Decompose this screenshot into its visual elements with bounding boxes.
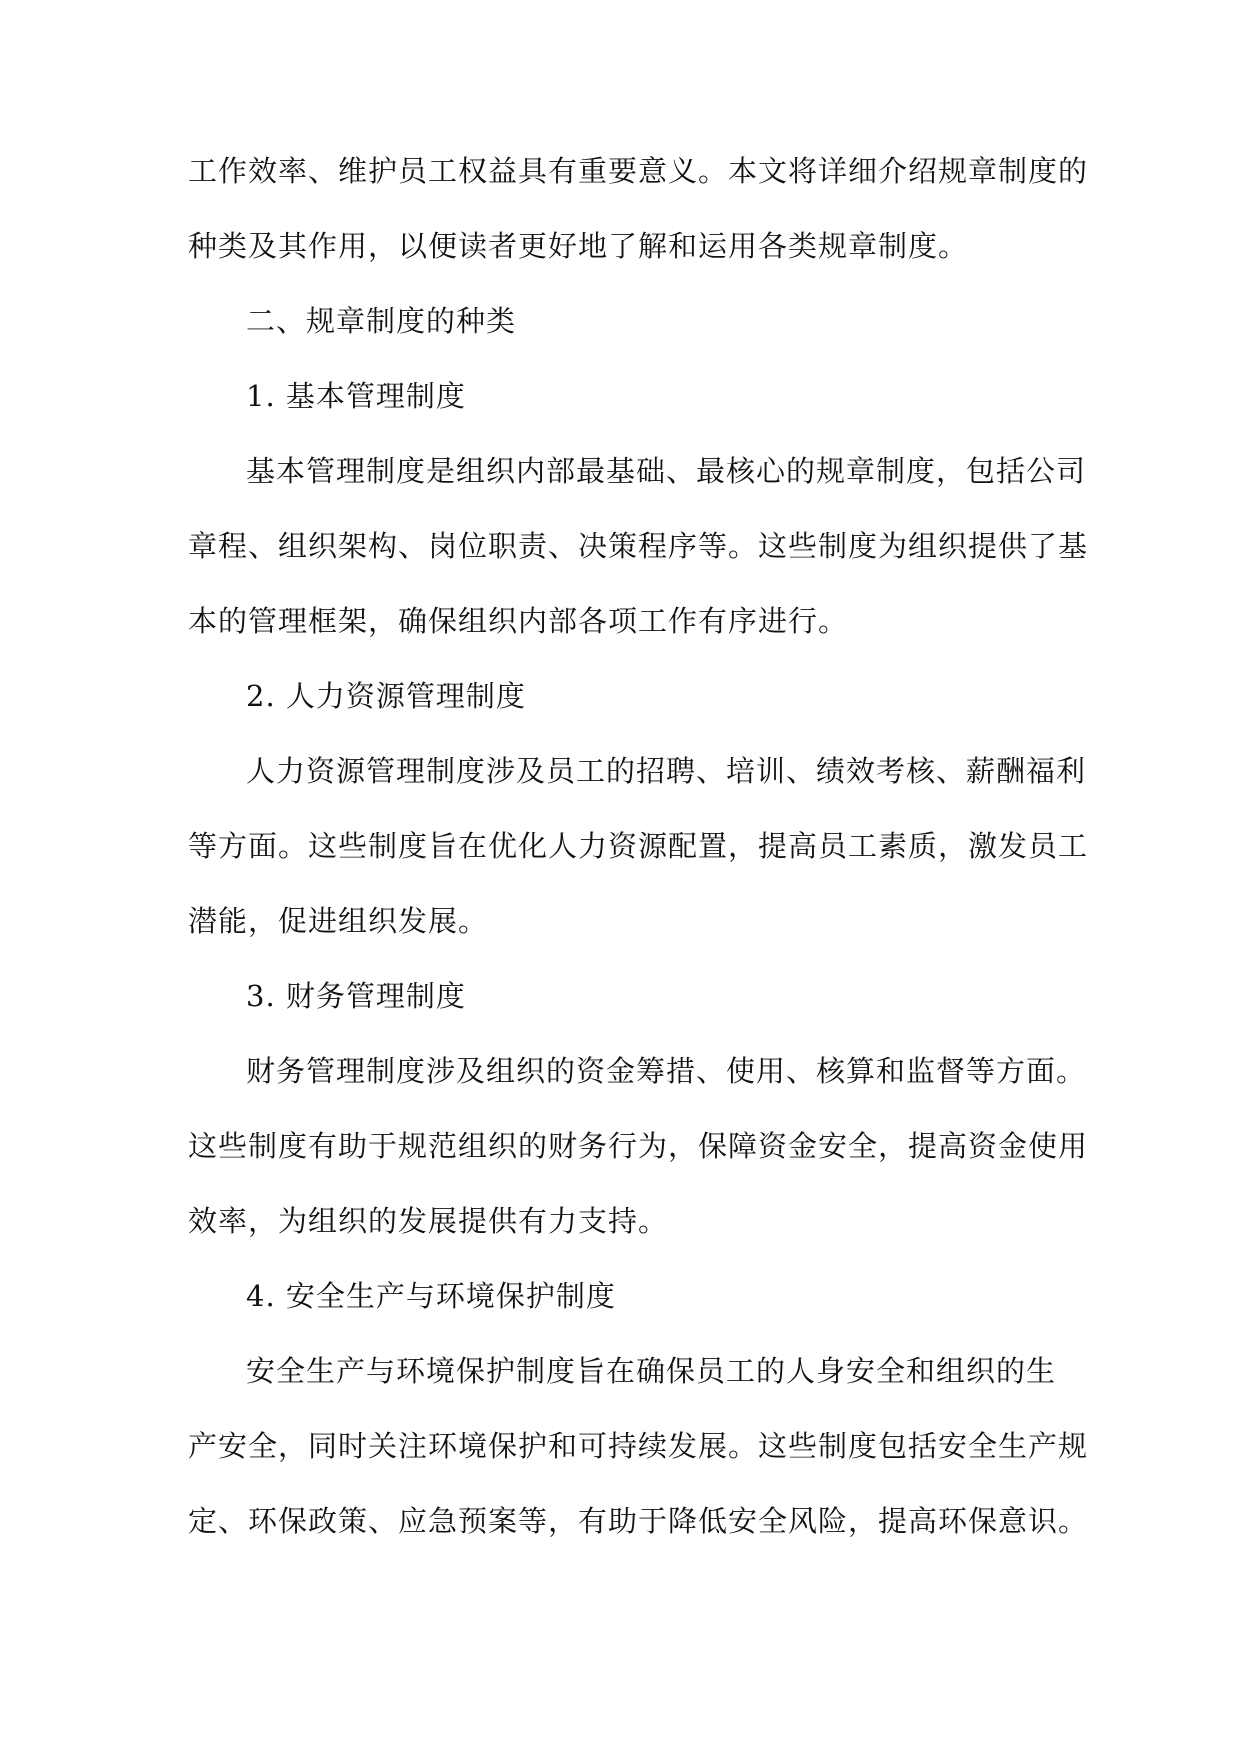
subsection-heading: 1. 基本管理制度 bbox=[246, 379, 466, 413]
section-heading: 二、规章制度的种类 bbox=[246, 304, 517, 338]
body-text-line: 潜能，促进组织发展。 bbox=[188, 904, 489, 938]
body-text-line: 财务管理制度涉及组织的资金筹措、使用、核算和监督等方面。 bbox=[246, 1054, 1087, 1088]
body-text-line: 种类及其作用，以便读者更好地了解和运用各类规章制度。 bbox=[188, 229, 969, 263]
subsection-heading: 3. 财务管理制度 bbox=[246, 979, 466, 1013]
body-text-line: 人力资源管理制度涉及员工的招聘、培训、绩效考核、薪酬福利 bbox=[246, 754, 1087, 788]
body-text-line: 章程、组织架构、岗位职责、决策程序等。这些制度为组织提供了基 bbox=[188, 529, 1089, 563]
body-text-line: 本的管理框架，确保组织内部各项工作有序进行。 bbox=[188, 604, 849, 638]
body-text-line: 工作效率、维护员工权益具有重要意义。本文将详细介绍规章制度的 bbox=[188, 154, 1089, 188]
body-text-line: 定、环保政策、应急预案等，有助于降低安全风险，提高环保意识。 bbox=[188, 1504, 1089, 1538]
subsection-heading: 2. 人力资源管理制度 bbox=[246, 679, 526, 713]
body-text-line: 产安全，同时关注环境保护和可持续发展。这些制度包括安全生产规 bbox=[188, 1429, 1089, 1463]
body-text-line: 基本管理制度是组织内部最基础、最核心的规章制度，包括公司 bbox=[246, 454, 1087, 488]
body-text-line: 等方面。这些制度旨在优化人力资源配置，提高员工素质，激发员工 bbox=[188, 829, 1089, 863]
body-text-line: 这些制度有助于规范组织的财务行为，保障资金安全，提高资金使用 bbox=[188, 1129, 1089, 1163]
body-text-line: 安全生产与环境保护制度旨在确保员工的人身安全和组织的生 bbox=[246, 1354, 1057, 1388]
body-text-line: 效率，为组织的发展提供有力支持。 bbox=[188, 1204, 669, 1238]
subsection-heading: 4. 安全生产与环境保护制度 bbox=[246, 1279, 616, 1313]
